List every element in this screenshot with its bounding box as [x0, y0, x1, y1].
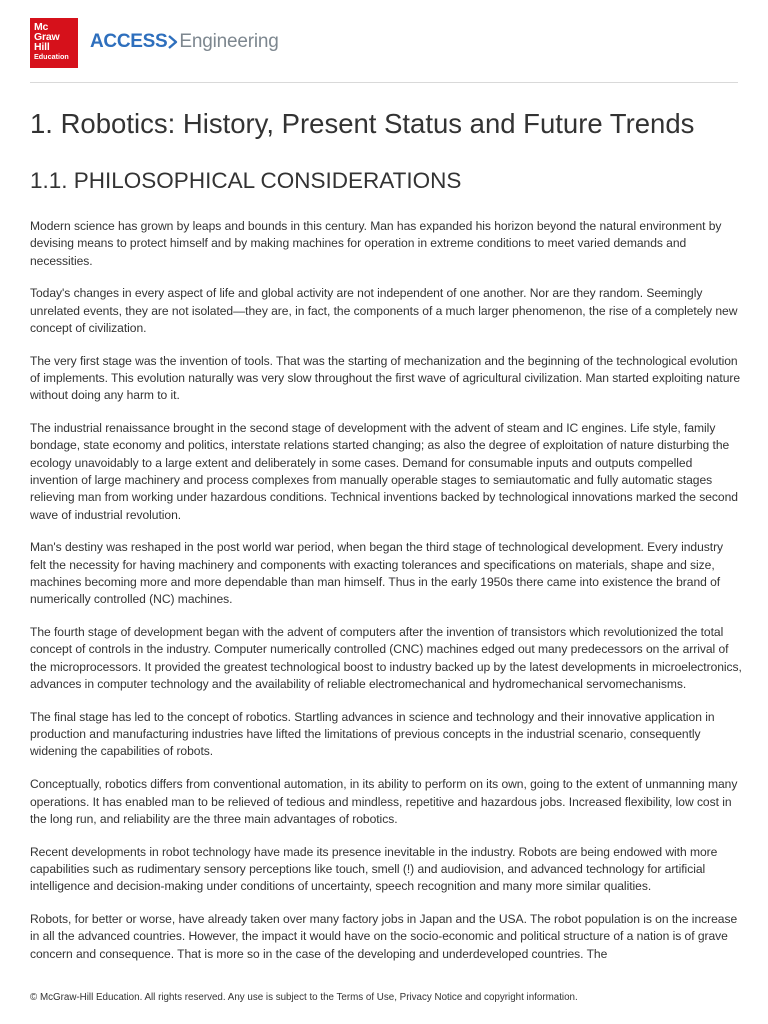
- access-engineering-logo[interactable]: [90, 31, 279, 59]
- logo-line-hill: Hill: [34, 41, 50, 53]
- paragraph: The industrial renaissance brought in the second stage of development with the advent of steam and IC engines. Life style, family bondage, state economy and politics, interstate relations started changing; as also the degree of exploitation of nature disturbing the ecology unavoidably to a large extent and deliberately in some cases. Demand for consumable inputs and outputs compelled invention of large machinery and process complexes from manually operable stages to semiautomatic and fully automatic stages relieving man from working under hazardous conditions. Technical inventions backed by technological innovations marked the second wave of industrial revolution.: [30, 421, 738, 522]
- paragraph: Modern science has grown by leaps and bounds in this century. Man has expanded his horizon beyond the natural environment by devising means to protect himself and by making machines for operation in extreme conditions to meet varied demands and necessities.: [30, 219, 722, 268]
- mcgraw-hill-logo[interactable]: [30, 18, 78, 68]
- section-title: 1.1. PHILOSOPHICAL CONSIDERATIONS: [30, 168, 462, 193]
- copyright-footer: © McGraw-Hill Education. All rights reserved. Any use is subject to the Terms of Use, Privacy Notice and copyright information.: [30, 992, 578, 1003]
- logo-line-education: Education: [34, 52, 69, 61]
- brand-access-text: ACCESS: [90, 31, 168, 52]
- brand-arrow-icon: [168, 35, 178, 49]
- header-divider: [30, 82, 738, 83]
- paragraph: The final stage has led to the concept of robotics. Startling advances in science and technology and their innovative application in production and manufacturing industries have lifted the limitations of previous concepts in the industrial scenario, consequently widening the capabilities of robots.: [30, 709, 715, 759]
- article-body: [30, 218, 742, 966]
- paragraph: The very first stage was the invention of tools. That was the starting of mechanization and the beginning of the technological evolution of implements. This evolution naturally was very slow throughout the first wave of agricultural civilization. Man started exploiting nature without doing any harm to it.: [30, 353, 741, 403]
- paragraph: The fourth stage of development began with the advent of computers after the invention of transistors which revolutionized the total concept of controls in the industry. Computer numerically controlled (CNC) machines edged out many predecessors on the arrival of the microprocessors. It provided the greatest technological boost to industry backed up by the latest developments in microelectronics, advances in computer technology and the availability of reliable electromechanical and hydromechanical servomechanisms.: [30, 625, 742, 692]
- paragraph: Recent developments in robot technology have made its presence inevitable in the industry. Robots are being endowed with more capabilities such as rudimentary sensory perceptions like touch, smell (!) and audiovision, and advanced technology for artificial intelligence and decision-making under conditions of uncertainty, speech recognition and many more similar qualities.: [30, 844, 718, 894]
- paragraph: Conceptually, robotics differs from conventional automation, in its ability to perform on its own, going to the extent of unmanning many operations. It has enabled man to be relieved of tedious and mindless, repetitive and hazardous jobs. Increased flexibility, low cost in the long run, and reliability are the three main advantages of robotics.: [30, 777, 738, 826]
- logo-line-mc: Mc: [34, 21, 49, 33]
- paragraph: Man's destiny was reshaped in the post world war period, when began the third stage of technological development. Every industry felt the necessity for having machinery and components with exacting tolerances and specifications on materials, shape and size, machines becoming more and more dependable than man himself. Thus in the early 1950s there came into existence the brand of numerically controlled (NC) machines.: [30, 540, 724, 607]
- paragraph: Robots, for better or worse, have already taken over many factory jobs in Japan and the USA. The robot population is on the increase in all the advanced countries. However, the impact it would have on the socio-economic and political structure of a nation is of grave concern and consequence. That is more so in the case of the developing and underdeveloped countries. The: [30, 912, 738, 961]
- paragraph: Today's changes in every aspect of life and global activity are not independent of one another. Nor are they random. Seemingly unrelated events, they are not isolated—they are, in fact, the components of a much larger phenomenon, the rise of a completely new concept of civilization.: [30, 286, 738, 335]
- site-header: [30, 18, 738, 68]
- brand-engineering-text: Engineering: [179, 31, 279, 52]
- chapter-title: 1. Robotics: History, Present Status and Future Trends: [30, 108, 695, 139]
- logo-line-graw: Graw: [34, 31, 60, 43]
